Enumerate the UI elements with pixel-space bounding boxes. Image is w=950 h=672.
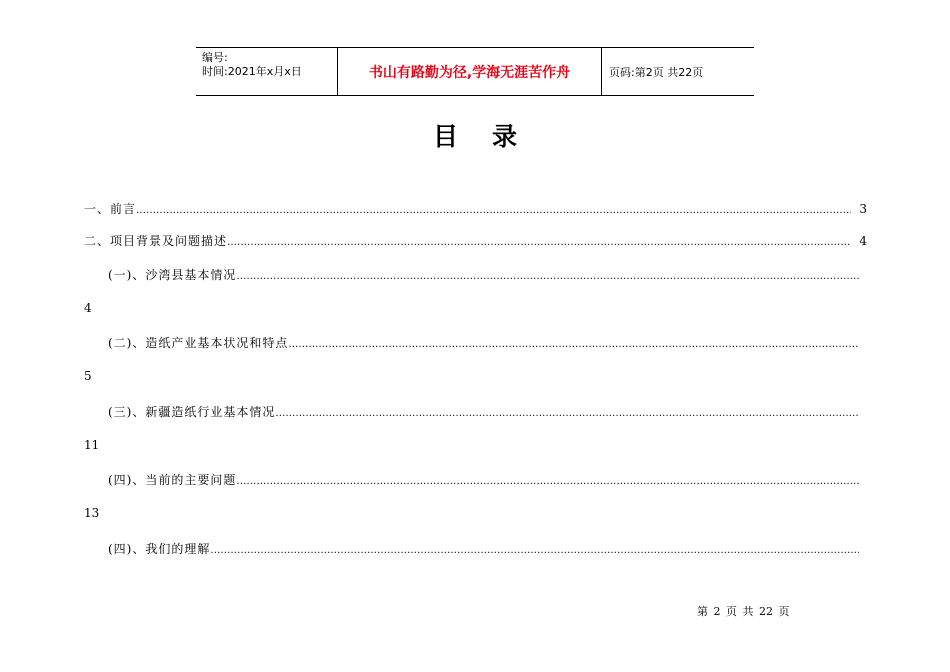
header-number-label: 编号: [202,51,228,64]
header-time-label: 时间:2021年x月x日 [202,65,302,78]
toc-entry-page: 3 [859,202,867,216]
toc-entry-label: (四)、我们的理解 [108,542,211,556]
toc-entry-page: 13 [84,506,100,520]
toc-leader-dots [275,408,859,419]
header-page-info: 页码:第2页 共22页 [609,65,704,79]
toc-entry-label: (四)、当前的主要问题 [108,473,237,487]
toc-entry-label: 一、前言 [84,202,137,216]
toc-entry-label: (一)、沙湾县基本情况 [108,268,237,282]
toc-entry-preface[interactable] [84,200,867,217]
toc-leader-dots [210,545,859,556]
toc-entry-page: 11 [84,438,100,452]
header-meta-cell [196,48,338,95]
toc-leader-dots [236,271,859,282]
toc-entry-main-problems[interactable] [108,471,859,488]
toc-entry-our-understanding[interactable] [108,540,859,557]
toc-entry-label: (二)、造纸产业基本状况和特点 [108,336,289,350]
toc-entry-label: 二、项目背景及问题描述 [84,234,228,248]
toc-entry-paper-industry[interactable] [108,334,859,351]
header-motto: 书山有路勤为径,学海无涯苦作舟 [338,48,602,95]
toc-entry-page: 4 [859,234,867,248]
toc-entry-page: 4 [84,301,92,315]
toc-leader-dots [236,476,859,487]
document-header [196,47,754,96]
toc-entry-label: (三)、新疆造纸行业基本情况 [108,405,276,419]
toc-entry-shawan-county[interactable] [108,266,859,283]
toc-entry-background[interactable] [84,232,867,249]
toc-entry-xinjiang-paper[interactable] [108,403,859,420]
page-footer: 第 2 页 共 22 页 [697,605,790,618]
toc-entry-page: 5 [84,369,92,383]
toc-leader-dots [136,205,851,216]
toc-title: 目录 [432,122,551,151]
toc-leader-dots [227,237,851,248]
toc-leader-dots [288,339,859,350]
